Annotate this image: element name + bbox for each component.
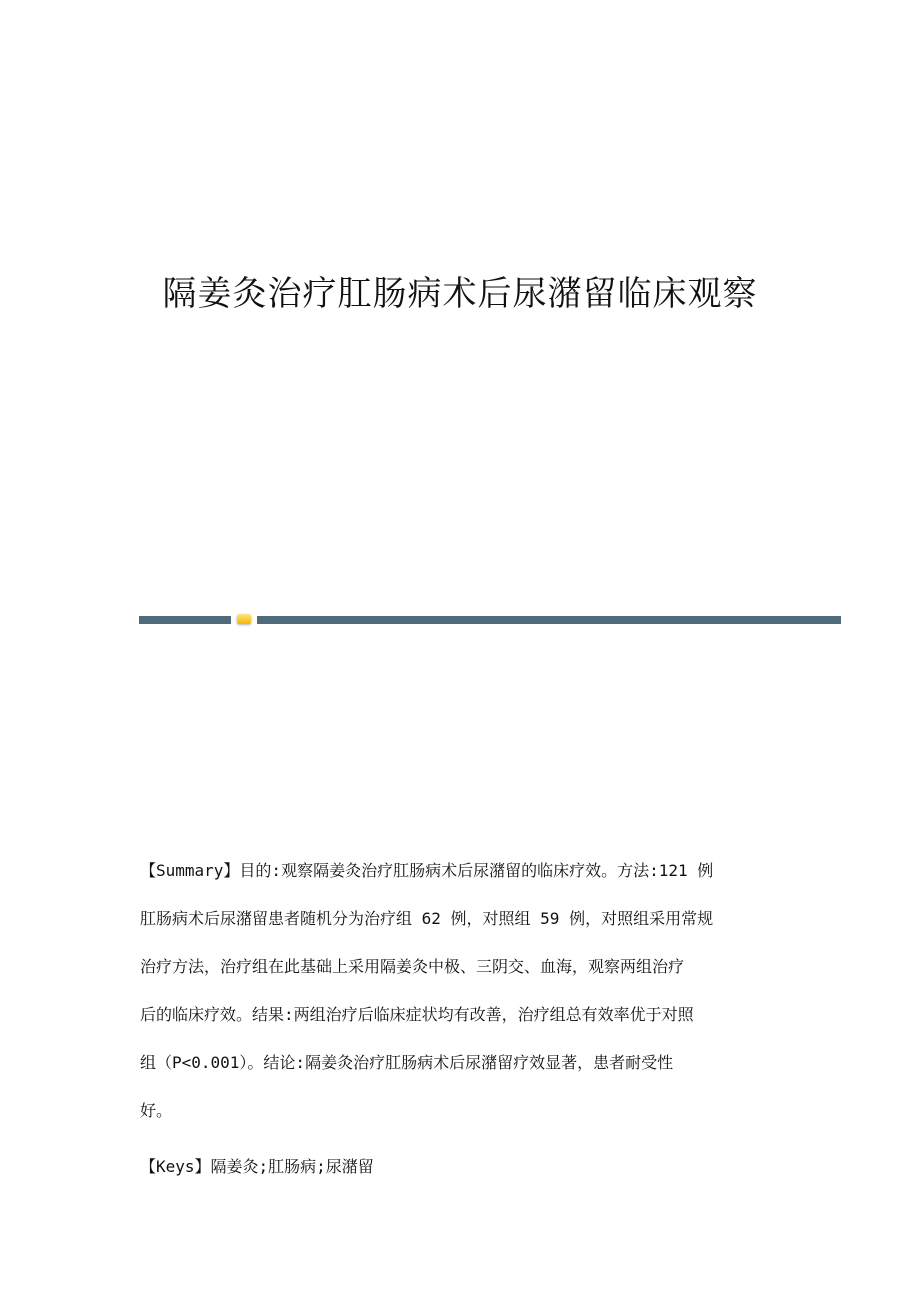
summary-line: 组（P<0.001）。结论:隔姜灸治疗肛肠病术后尿潴留疗效显著，患者耐受性 [140, 1053, 674, 1072]
divider-ornament-icon [237, 614, 251, 624]
summary-line: 后的临床疗效。结果:两组治疗后临床症状均有改善，治疗组总有效率优于对照 [140, 1005, 694, 1024]
summary-line: 肛肠病术后尿潴留患者随机分为治疗组 62 例，对照组 59 例，对照组采用常规 [140, 909, 714, 928]
summary-line: 好。 [140, 1101, 173, 1120]
document-title: 隔姜灸治疗肛肠病术后尿潴留临床观察 [162, 274, 758, 314]
divider-left [139, 616, 231, 624]
summary-line: 治疗方法，治疗组在此基础上采用隔姜灸中极、三阴交、血海，观察两组治疗 [140, 957, 685, 976]
keywords-line: 【Keys】隔姜灸;肛肠病;尿潴留 [140, 1157, 374, 1176]
divider-right [257, 616, 841, 624]
summary-line: 【Summary】目的:观察隔姜灸治疗肛肠病术后尿潴留的临床疗效。方法:121 例 [140, 861, 714, 880]
